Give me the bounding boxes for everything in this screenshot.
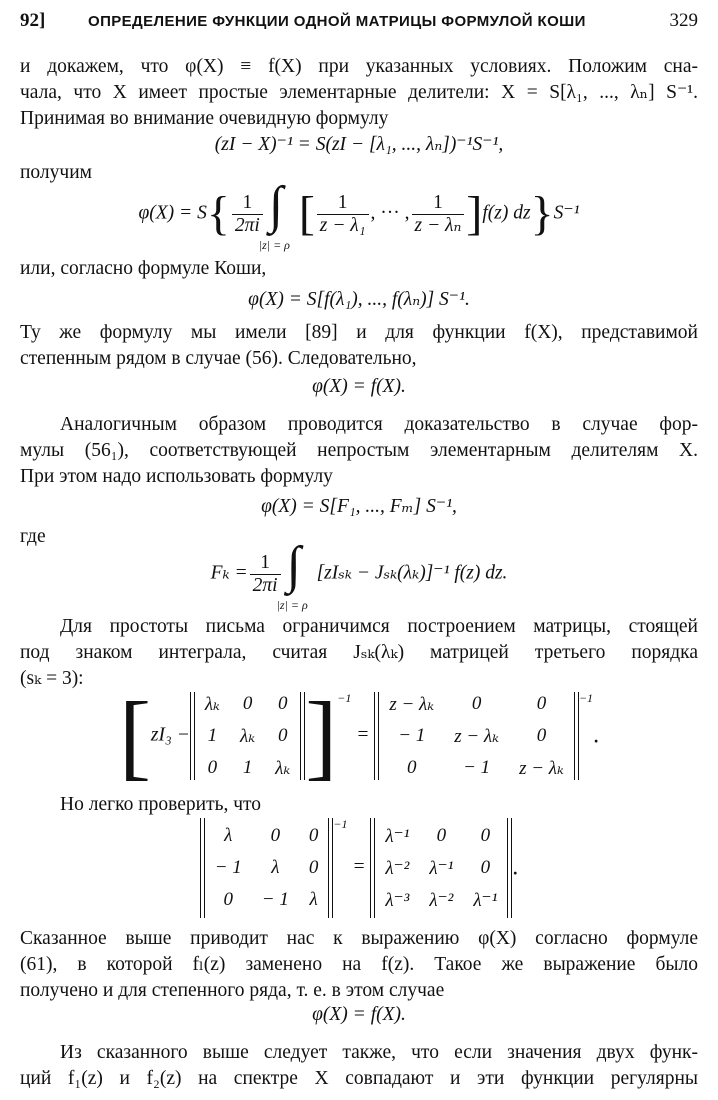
paragraph-3 bbox=[20, 320, 698, 372]
text-line: под знаком интеграла, считая Jₛₖ(λₖ) матрицей третьего порядка bbox=[20, 642, 698, 663]
matrix-cell: λₖ bbox=[239, 725, 256, 747]
paragraph-5 bbox=[20, 614, 698, 692]
matrix-row bbox=[205, 820, 329, 852]
frac-den: z − λ₁ bbox=[319, 214, 366, 236]
equation-cauchy-diagonal bbox=[0, 177, 718, 252]
frac-den: z − λₙ bbox=[414, 214, 462, 236]
fraction-1-over-2pii bbox=[232, 192, 263, 237]
matrix-row bbox=[205, 884, 329, 916]
equals-sign: = bbox=[352, 856, 366, 878]
text-line: При этом надо использовать формулу bbox=[20, 466, 333, 487]
frac-num: 1 bbox=[317, 192, 369, 215]
integral-limit: |z| = ρ bbox=[276, 598, 308, 612]
left-bracket: [ bbox=[298, 187, 315, 240]
matrix-row bbox=[195, 720, 301, 752]
matrix-cell: − 1 bbox=[261, 889, 289, 910]
text-line: или, согласно формуле Коши, bbox=[20, 258, 267, 279]
matrix-cell: 0 bbox=[277, 693, 288, 714]
chapter-title: ОПРЕДЕЛЕНИЕ ФУНКЦИИ ОДНОЙ МАТРИЦЫ ФОРМУЛОЙ КОШИ bbox=[88, 13, 586, 30]
matrix-cell: z − λₖ bbox=[519, 757, 564, 779]
matrix-cell: λ⁻² bbox=[385, 857, 410, 879]
matrix-cell: λ⁻¹ bbox=[385, 825, 410, 847]
text-line: степенным рядом в случае (56). Следовательно, bbox=[20, 348, 417, 369]
matrix-cell: λ⁻¹ bbox=[429, 857, 454, 879]
matrix-row bbox=[195, 688, 301, 720]
matrix-cell: 0 bbox=[436, 825, 447, 846]
frac-num: 1 bbox=[412, 192, 465, 215]
matrix-cell: λₖ bbox=[275, 757, 291, 779]
matrix-cell: 0 bbox=[480, 825, 491, 846]
matrix-row bbox=[379, 752, 574, 784]
matrix-cell: 0 bbox=[536, 693, 547, 714]
right-bracket: ] bbox=[466, 187, 483, 240]
running-header bbox=[20, 10, 698, 38]
exponent: −1 bbox=[578, 691, 594, 705]
equation-lambda-inverse bbox=[0, 818, 718, 918]
frac-den: 2πi bbox=[234, 214, 260, 236]
frac-den: 2πi bbox=[252, 574, 278, 596]
fraction-1-over-2pii bbox=[250, 552, 281, 597]
equation-Fk bbox=[0, 537, 718, 612]
norm-bar-right bbox=[328, 818, 333, 918]
matrix-row bbox=[375, 820, 507, 852]
left-brace: { bbox=[206, 187, 230, 240]
contour-integral: ∫ |z| = ρ bbox=[276, 537, 308, 612]
eq2-lhs: φ(X) = S bbox=[138, 202, 207, 224]
matrix-cell: 0 bbox=[308, 857, 319, 878]
matrix-cell: 1 bbox=[207, 725, 218, 746]
equation-cauchy-result: φ(X) = S[f(λ₁), ..., f(λₙ)] S⁻¹. bbox=[248, 289, 470, 310]
paragraph-6 bbox=[20, 792, 698, 818]
matrix-cell: z − λₖ bbox=[389, 693, 435, 715]
equation-phi-equals-f-2: φ(X) = f(X). bbox=[312, 1004, 406, 1025]
matrix-cell: λ⁻² bbox=[429, 889, 454, 911]
matrix-lambda bbox=[205, 820, 329, 916]
matrix-row bbox=[205, 852, 329, 884]
matrix-cell: 0 bbox=[277, 725, 288, 746]
matrix-row bbox=[375, 852, 507, 884]
text-line: Для простоты письма ограничимся построением матрицы, стоящей bbox=[60, 616, 698, 637]
matrix-cell: − 1 bbox=[214, 857, 242, 878]
fraction-1-over-z-lambda1 bbox=[317, 192, 369, 237]
contour-integral: ∫ |z| = ρ bbox=[258, 177, 290, 252]
equation-phi-equals-f-1: φ(X) = f(X). bbox=[312, 376, 406, 397]
matrix-cell: − 1 bbox=[463, 757, 491, 778]
matrix-row bbox=[379, 688, 574, 720]
norm-bar-right bbox=[574, 692, 579, 780]
matrix-cell: 0 bbox=[207, 757, 218, 778]
matrix-cell: z − λₖ bbox=[454, 725, 500, 747]
matrix-lambda-powers bbox=[375, 820, 507, 916]
text-line: ций f₁(z) и f₂(z) на спектре X совпадают и эти функции регулярны bbox=[20, 1068, 698, 1089]
equation-block-formula: φ(X) = S[F₁, ..., Fₘ] S⁻¹, bbox=[261, 496, 457, 517]
text-line: Но легко проверить, что bbox=[60, 794, 262, 815]
matrix-zI-minus-J bbox=[379, 688, 574, 784]
exponent: −1 bbox=[337, 691, 352, 705]
equals-sign: = bbox=[356, 724, 370, 746]
matrix-jordan-block bbox=[195, 688, 301, 784]
equation-resolvent: (zI − X)⁻¹ = S(zI − [λ₁, ..., λₙ])⁻¹S⁻¹, bbox=[214, 134, 504, 155]
text-line: получено и для степенного ряда, т. е. в этом случае bbox=[20, 980, 445, 1001]
exponent: −1 bbox=[333, 817, 348, 831]
matrix-row bbox=[375, 884, 507, 916]
period: . bbox=[512, 854, 519, 881]
text-line: (sₖ = 3): bbox=[20, 668, 84, 689]
left-bracket: [ bbox=[118, 682, 151, 789]
matrix-cell: 0 bbox=[223, 889, 233, 910]
eq7-zi: zI₃ − bbox=[150, 724, 190, 746]
paragraph-1 bbox=[20, 54, 698, 132]
matrix-cell: − 1 bbox=[398, 725, 426, 746]
text-line: Аналогичным образом проводится доказательство в случае фор- bbox=[60, 414, 698, 435]
matrix-cell: λ bbox=[309, 889, 318, 910]
right-bracket: ] bbox=[305, 682, 338, 789]
matrix-cell: 0 bbox=[407, 757, 417, 778]
matrix-cell: λ bbox=[224, 825, 233, 846]
text-line: Принимая во внимание очевидную формулу bbox=[20, 108, 389, 129]
page-number: 329 bbox=[669, 10, 698, 31]
integrand-tail: f(z) dz bbox=[482, 202, 531, 224]
paragraph-2 bbox=[20, 256, 698, 282]
right-brace: } bbox=[530, 187, 554, 240]
text-line: где bbox=[20, 526, 46, 547]
dots: , ··· , bbox=[370, 202, 410, 224]
matrix-row bbox=[379, 720, 574, 752]
eq6-lhs: Fₖ = bbox=[210, 562, 248, 584]
matrix-cell: 0 bbox=[308, 825, 319, 846]
eq2-right: S⁻¹ bbox=[553, 202, 580, 224]
matrix-cell: 0 bbox=[242, 693, 253, 714]
integral-limit: |z| = ρ bbox=[258, 238, 290, 252]
frac-num: 1 bbox=[232, 192, 263, 215]
matrix-row bbox=[195, 752, 301, 784]
fraction-1-over-z-lambdan bbox=[412, 192, 465, 237]
text-line: чала, что X имеет простые элементарные делители: X = S[λ₁, ..., λₙ] S⁻¹. bbox=[20, 82, 698, 103]
matrix-cell: λ⁻¹ bbox=[473, 889, 498, 911]
text-line: Сказанное выше приводит нас к выражению φ(X) согласно формуле bbox=[20, 928, 698, 949]
paragraph-8 bbox=[20, 1040, 698, 1092]
section-number: 92] bbox=[20, 10, 46, 31]
matrix-cell: 1 bbox=[242, 757, 253, 778]
matrix-cell: λₖ bbox=[204, 693, 220, 715]
matrix-cell: 0 bbox=[270, 825, 281, 846]
matrix-cell: 0 bbox=[536, 725, 547, 746]
text-line: мулы (56₁), соответствующей непростым элементарным делителям X. bbox=[20, 440, 698, 461]
matrix-cell: λ bbox=[271, 857, 280, 878]
equation-jordan-inverse bbox=[0, 682, 718, 789]
period: . bbox=[593, 722, 600, 749]
matrix-cell: λ⁻³ bbox=[385, 889, 410, 911]
text-line: получим bbox=[20, 162, 92, 183]
paragraph-7 bbox=[20, 926, 698, 1004]
frac-num: 1 bbox=[250, 552, 281, 575]
matrix-cell: 0 bbox=[471, 693, 482, 714]
text-line: и докажем, что φ(X) ≡ f(X) при указанных условиях. Положим сна- bbox=[20, 56, 698, 77]
text-line: Ту же формулу мы имели [89] и для функции f(X), представимой bbox=[20, 322, 698, 343]
integrand: [zIₛₖ − Jₛₖ(λₖ)]⁻¹ f(z) dz. bbox=[316, 562, 508, 584]
paragraph-4 bbox=[20, 412, 698, 490]
matrix-cell: 0 bbox=[480, 857, 491, 878]
text-line: Из сказанного выше следует также, что если значения двух функ- bbox=[60, 1042, 698, 1063]
word-poluchim bbox=[20, 160, 698, 186]
text-line: (61), в которой fₗ(z) заменено на f(z). Такое же выражение было bbox=[20, 954, 698, 975]
